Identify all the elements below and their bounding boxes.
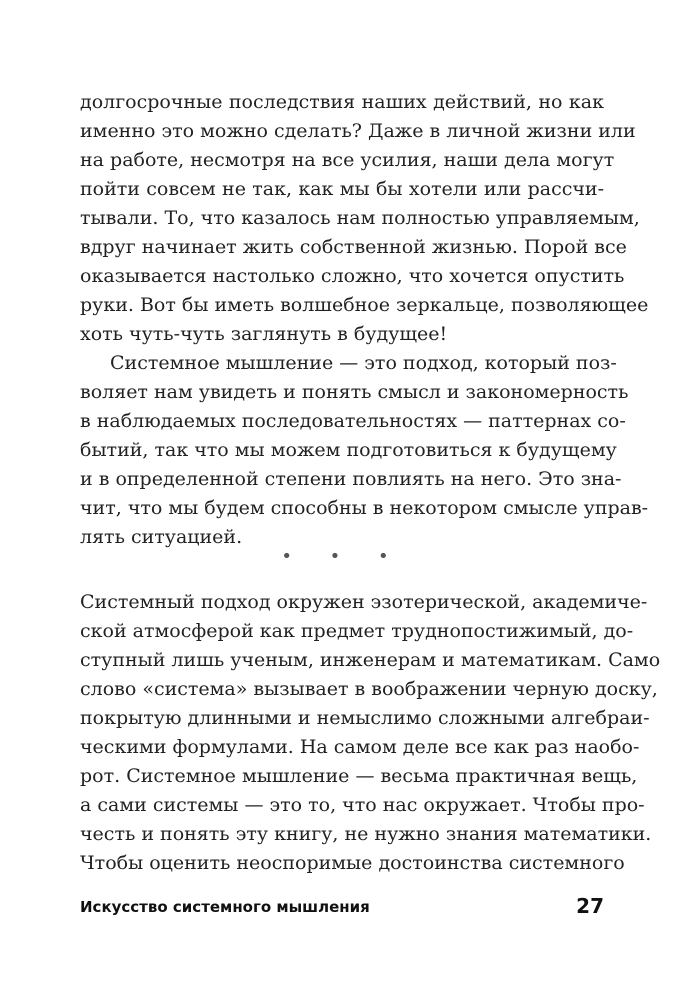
text-line: честь и понять эту книгу, не нужно знания математики. — [80, 823, 652, 845]
text-line: и в определенной степени повлиять на него. Это зна- — [80, 468, 622, 490]
text-line: хоть чуть-чуть заглянуть в будущее! — [80, 323, 448, 345]
text-line: рот. Системное мышление — весьма практичная вещь, — [80, 765, 638, 787]
text-line: воляет нам увидеть и понять смысл и закономерность — [80, 381, 629, 403]
text-line: Чтобы оценить неоспоримые достоинства системного — [80, 852, 625, 874]
text-line: ступный лишь ученым, инженерам и математикам. Само — [80, 649, 661, 671]
text-line: Системное мышление — это подход, который поз- — [110, 352, 617, 374]
text-line: вдруг начинает жить собственной жизнью. Порой все — [80, 236, 627, 258]
text-line: покрытую длинными и немыслимо сложными алгебраи- — [80, 707, 650, 729]
text-line: оказывается настолько сложно, что хочется опустить — [80, 265, 625, 287]
text-line: долгосрочные последствия наших действий, но как — [80, 91, 604, 113]
text-line: бытий, так что мы можем подготовиться к будущему — [80, 439, 617, 461]
page-number: 27 — [576, 894, 604, 918]
text-line: чит, что мы будем способны в некотором смысле управ- — [80, 497, 649, 519]
text-line: слово «система» вызывает в воображении черную доску, — [80, 678, 658, 700]
paragraph-2 — [80, 349, 649, 552]
text-line: именно это можно сделать? Даже в личной жизни или — [80, 120, 636, 142]
text-line: руки. Вот бы иметь волшебное зеркальце, позволяющее — [80, 294, 649, 316]
text-line: Системный подход окружен эзотерической, академиче- — [80, 591, 648, 613]
text-line: лять ситуацией. — [80, 526, 243, 548]
text-line: в наблюдаемых последовательностях — паттернах со- — [80, 410, 626, 432]
section-separator: • • • — [281, 546, 405, 567]
running-footer-title: Искусство системного мышления — [80, 898, 370, 916]
text-line: пойти совсем не так, как мы бы хотели или рассчи- — [80, 178, 604, 200]
text-block-bottom — [80, 588, 661, 878]
text-line: ческими формулами. На самом деле все как раз наобо- — [80, 736, 640, 758]
text-line: на работе, несмотря на все усилия, наши дела могут — [80, 149, 615, 171]
text-line: тывали. То, что казалось нам полностью управляемым, — [80, 207, 640, 229]
paragraph-1 — [80, 88, 649, 349]
text-line: а сами системы — это то, что нас окружает. Чтобы про- — [80, 794, 645, 816]
paragraph-3 — [80, 588, 661, 878]
text-line: ской атмосферой как предмет труднопостижимый, до- — [80, 620, 634, 642]
text-block-top — [80, 88, 649, 552]
